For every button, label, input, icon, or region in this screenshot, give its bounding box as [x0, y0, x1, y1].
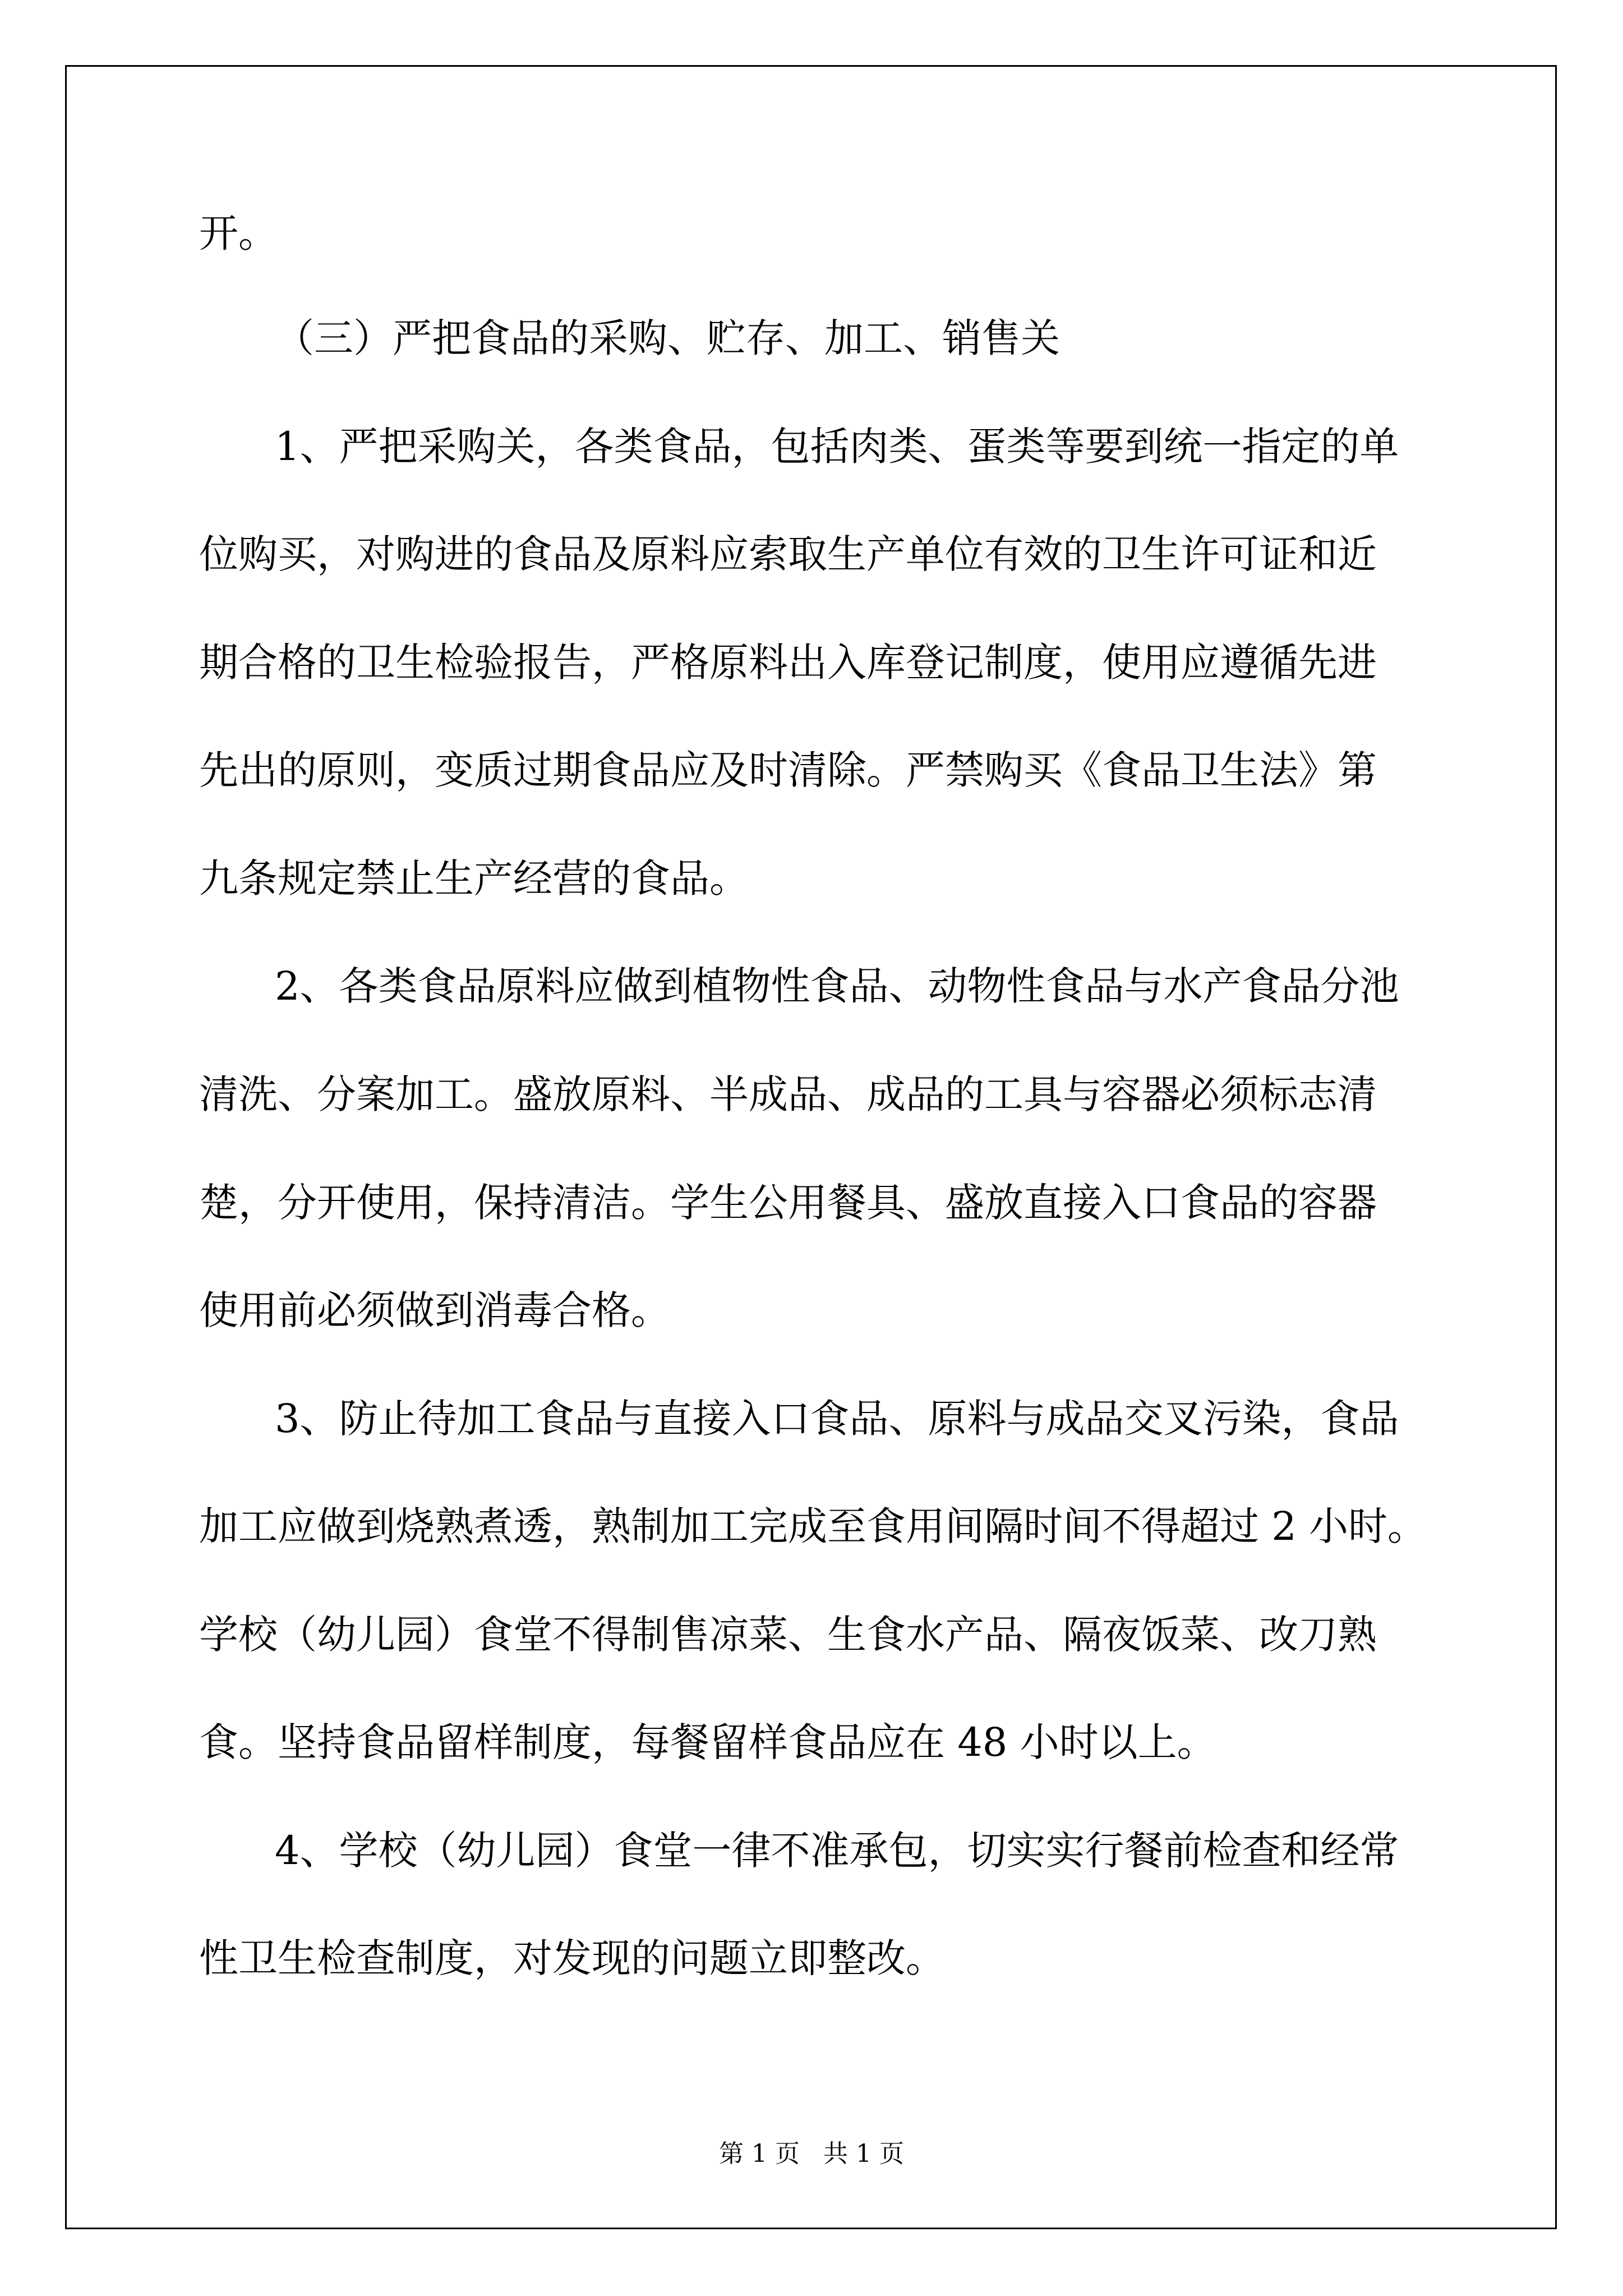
- text-line: 期合格的卫生检验报告，严格原料出入库登记制度，使用应遵循先进: [199, 639, 1377, 685]
- text-line: 九条规定禁止生产经营的食品。: [199, 855, 749, 901]
- text-line: 开。: [199, 210, 278, 256]
- text-line: 食。坚持食品留样制度，每餐留样食品应在 48 小时以上。: [199, 1719, 1216, 1765]
- text-line: 3、防止待加工食品与直接入口食品、原料与成品交叉污染，食品: [275, 1396, 1399, 1442]
- text-line: 清洗、分案加工。盛放原料、半成品、成品的工具与容器必须标志清: [199, 1071, 1377, 1117]
- section-heading: （三）严把食品的采购、贮存、加工、销售关: [275, 315, 1060, 361]
- text-line: 1、严把采购关，各类食品，包括肉类、蛋类等要到统一指定的单: [275, 424, 1399, 470]
- page-footer: 第 1 页 共 1 页: [719, 2139, 904, 2168]
- text-line: 2、各类食品原料应做到植物性食品、动物性食品与水产食品分池: [275, 963, 1399, 1009]
- text-line: 位购买，对购进的食品及原料应索取生产单位有效的卫生许可证和近: [199, 531, 1377, 577]
- text-line: 使用前必须做到消毒合格。: [199, 1287, 670, 1333]
- text-line: 性卫生检查制度，对发现的问题立即整改。: [199, 1935, 945, 1981]
- text-line: 先出的原则，变质过期食品应及时清除。严禁购买《食品卫生法》第: [199, 747, 1377, 793]
- page-border: [65, 65, 1557, 2229]
- text-line: 加工应做到烧熟煮透，熟制加工完成至食用间隔时间不得超过 2 小时。: [199, 1503, 1427, 1549]
- text-line: 学校（幼儿园）食堂不得制售凉菜、生食水产品、隔夜饭菜、改刀熟: [199, 1612, 1377, 1658]
- text-line: 4、学校（幼儿园）食堂一律不准承包，切实实行餐前检查和经常: [275, 1828, 1399, 1874]
- text-line: 楚，分开使用，保持清洁。学生公用餐具、盛放直接入口食品的容器: [199, 1180, 1377, 1226]
